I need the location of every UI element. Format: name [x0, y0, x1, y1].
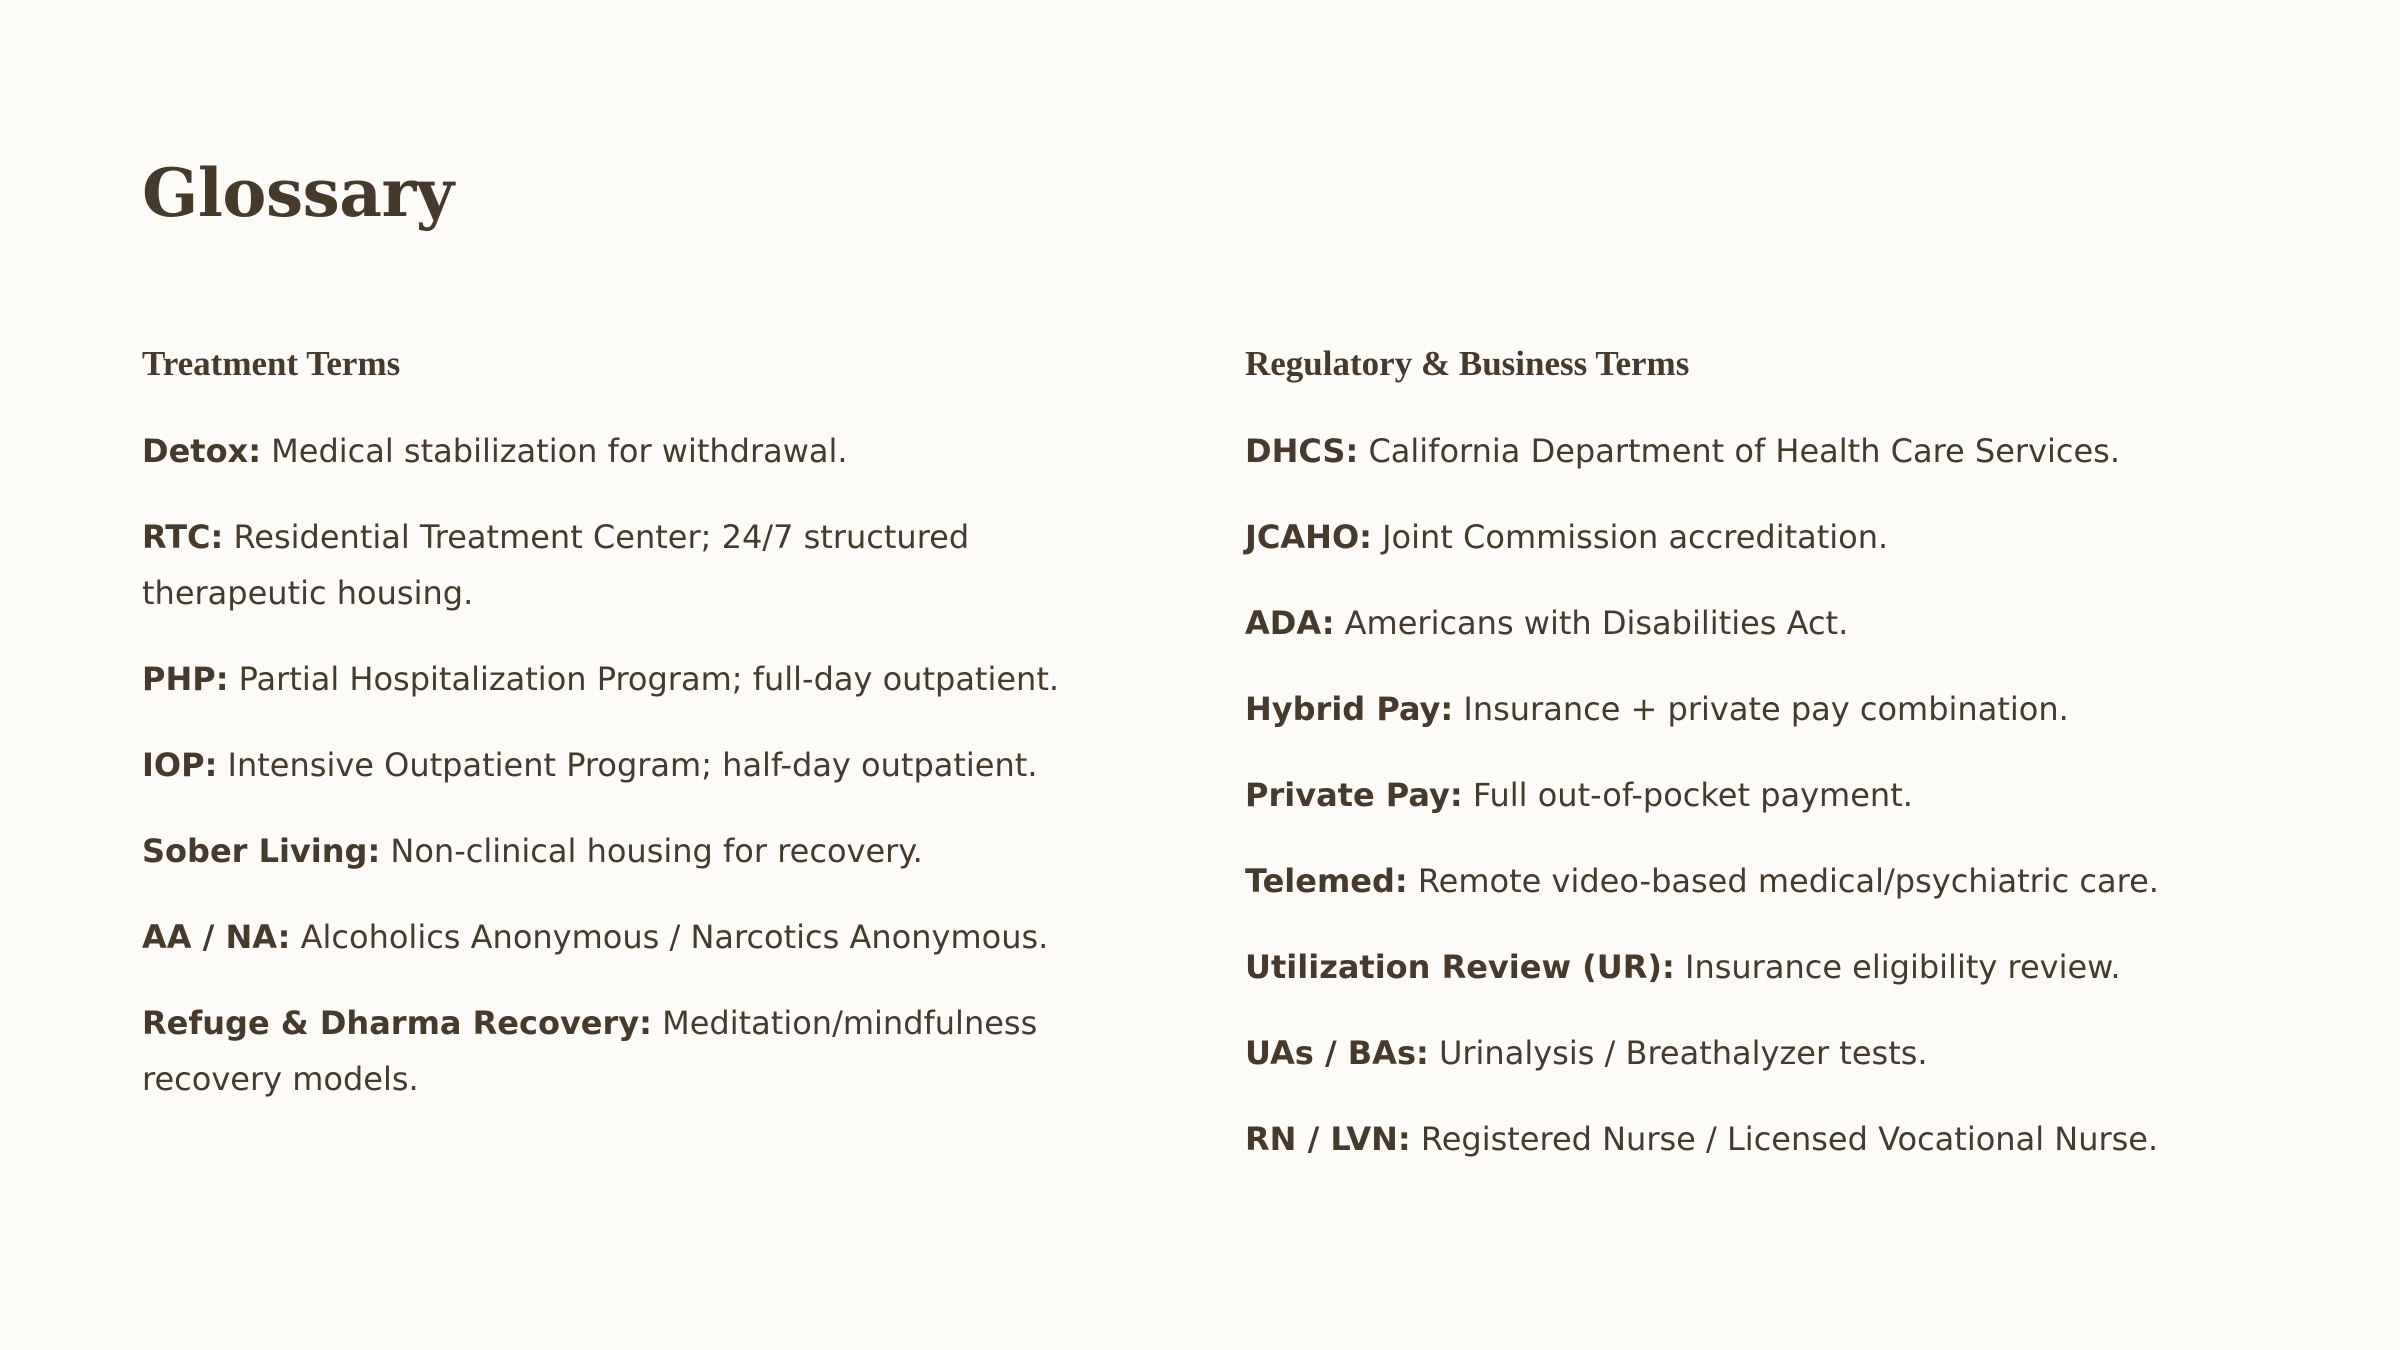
- glossary-entry: [1245, 423, 2325, 479]
- term-label: PHP:: [142, 660, 229, 698]
- term-definition: Non-clinical housing for recovery.: [390, 832, 923, 870]
- glossary-entry: [1245, 509, 2325, 565]
- term-definition: Urinalysis / Breathalyzer tests.: [1438, 1034, 1928, 1072]
- page-title: Glossary: [142, 154, 454, 232]
- treatment-terms-column: [142, 342, 1182, 1137]
- term-definition: Full out-of-pocket payment.: [1472, 776, 1913, 814]
- term-label: RTC:: [142, 518, 224, 556]
- term-label: Utilization Review (UR):: [1245, 948, 1675, 986]
- term-definition: Registered Nurse / Licensed Vocational Nurse.: [1420, 1120, 2159, 1158]
- glossary-entry: [1245, 853, 2325, 909]
- glossary-entry: [1245, 1025, 2325, 1081]
- section-heading-treatment: Treatment Terms: [142, 344, 401, 383]
- regulatory-terms-column: [1245, 342, 2325, 1197]
- term-definition: Americans with Disabilities Act.: [1344, 604, 1849, 642]
- term-label: AA / NA:: [142, 918, 291, 956]
- term-label: Sober Living:: [142, 832, 381, 870]
- term-label: DHCS:: [1245, 432, 1359, 470]
- glossary-entry: [1245, 939, 2325, 995]
- term-definition: Insurance + private pay combination.: [1463, 690, 2069, 728]
- glossary-entry: [142, 823, 1162, 879]
- term-definition: Remote video-based medical/psychiatric care.: [1417, 862, 2159, 900]
- term-label: Telemed:: [1245, 862, 1408, 900]
- glossary-entry: [1245, 681, 2325, 737]
- term-definition: Alcoholics Anonymous / Narcotics Anonymous.: [300, 918, 1049, 956]
- term-definition: Partial Hospitalization Program; full-day outpatient.: [238, 660, 1060, 698]
- term-label: Refuge & Dharma Recovery:: [142, 1004, 652, 1042]
- term-definition: Intensive Outpatient Program; half-day outpatient.: [227, 746, 1038, 784]
- glossary-entry: [1245, 1111, 2325, 1167]
- term-definition: Joint Commission accreditation.: [1382, 518, 1889, 556]
- term-label: Detox:: [142, 432, 261, 470]
- glossary-entry: [142, 995, 1162, 1107]
- glossary-entry: [142, 423, 1162, 479]
- glossary-entry: [142, 909, 1162, 965]
- term-label: UAs / BAs:: [1245, 1034, 1429, 1072]
- term-definition: Medical stabilization for withdrawal.: [271, 432, 848, 470]
- term-definition: Meditation/mindfulness recovery models.: [142, 1004, 1038, 1098]
- glossary-entry: [1245, 767, 2325, 823]
- term-definition: California Department of Health Care Services.: [1368, 432, 2121, 470]
- term-label: JCAHO:: [1245, 518, 1372, 556]
- section-heading-regulatory: Regulatory & Business Terms: [1245, 344, 1690, 383]
- term-label: Private Pay:: [1245, 776, 1463, 814]
- glossary-entry: [142, 737, 1162, 793]
- term-label: IOP:: [142, 746, 218, 784]
- glossary-entry: [142, 509, 1162, 621]
- glossary-entry: [1245, 595, 2325, 651]
- term-label: ADA:: [1245, 604, 1335, 642]
- glossary-entry: [142, 651, 1162, 707]
- term-label: Hybrid Pay:: [1245, 690, 1454, 728]
- term-label: RN / LVN:: [1245, 1120, 1411, 1158]
- term-definition: Insurance eligibility review.: [1685, 948, 2121, 986]
- term-definition: Residential Treatment Center; 24/7 structured therapeutic housing.: [142, 518, 970, 612]
